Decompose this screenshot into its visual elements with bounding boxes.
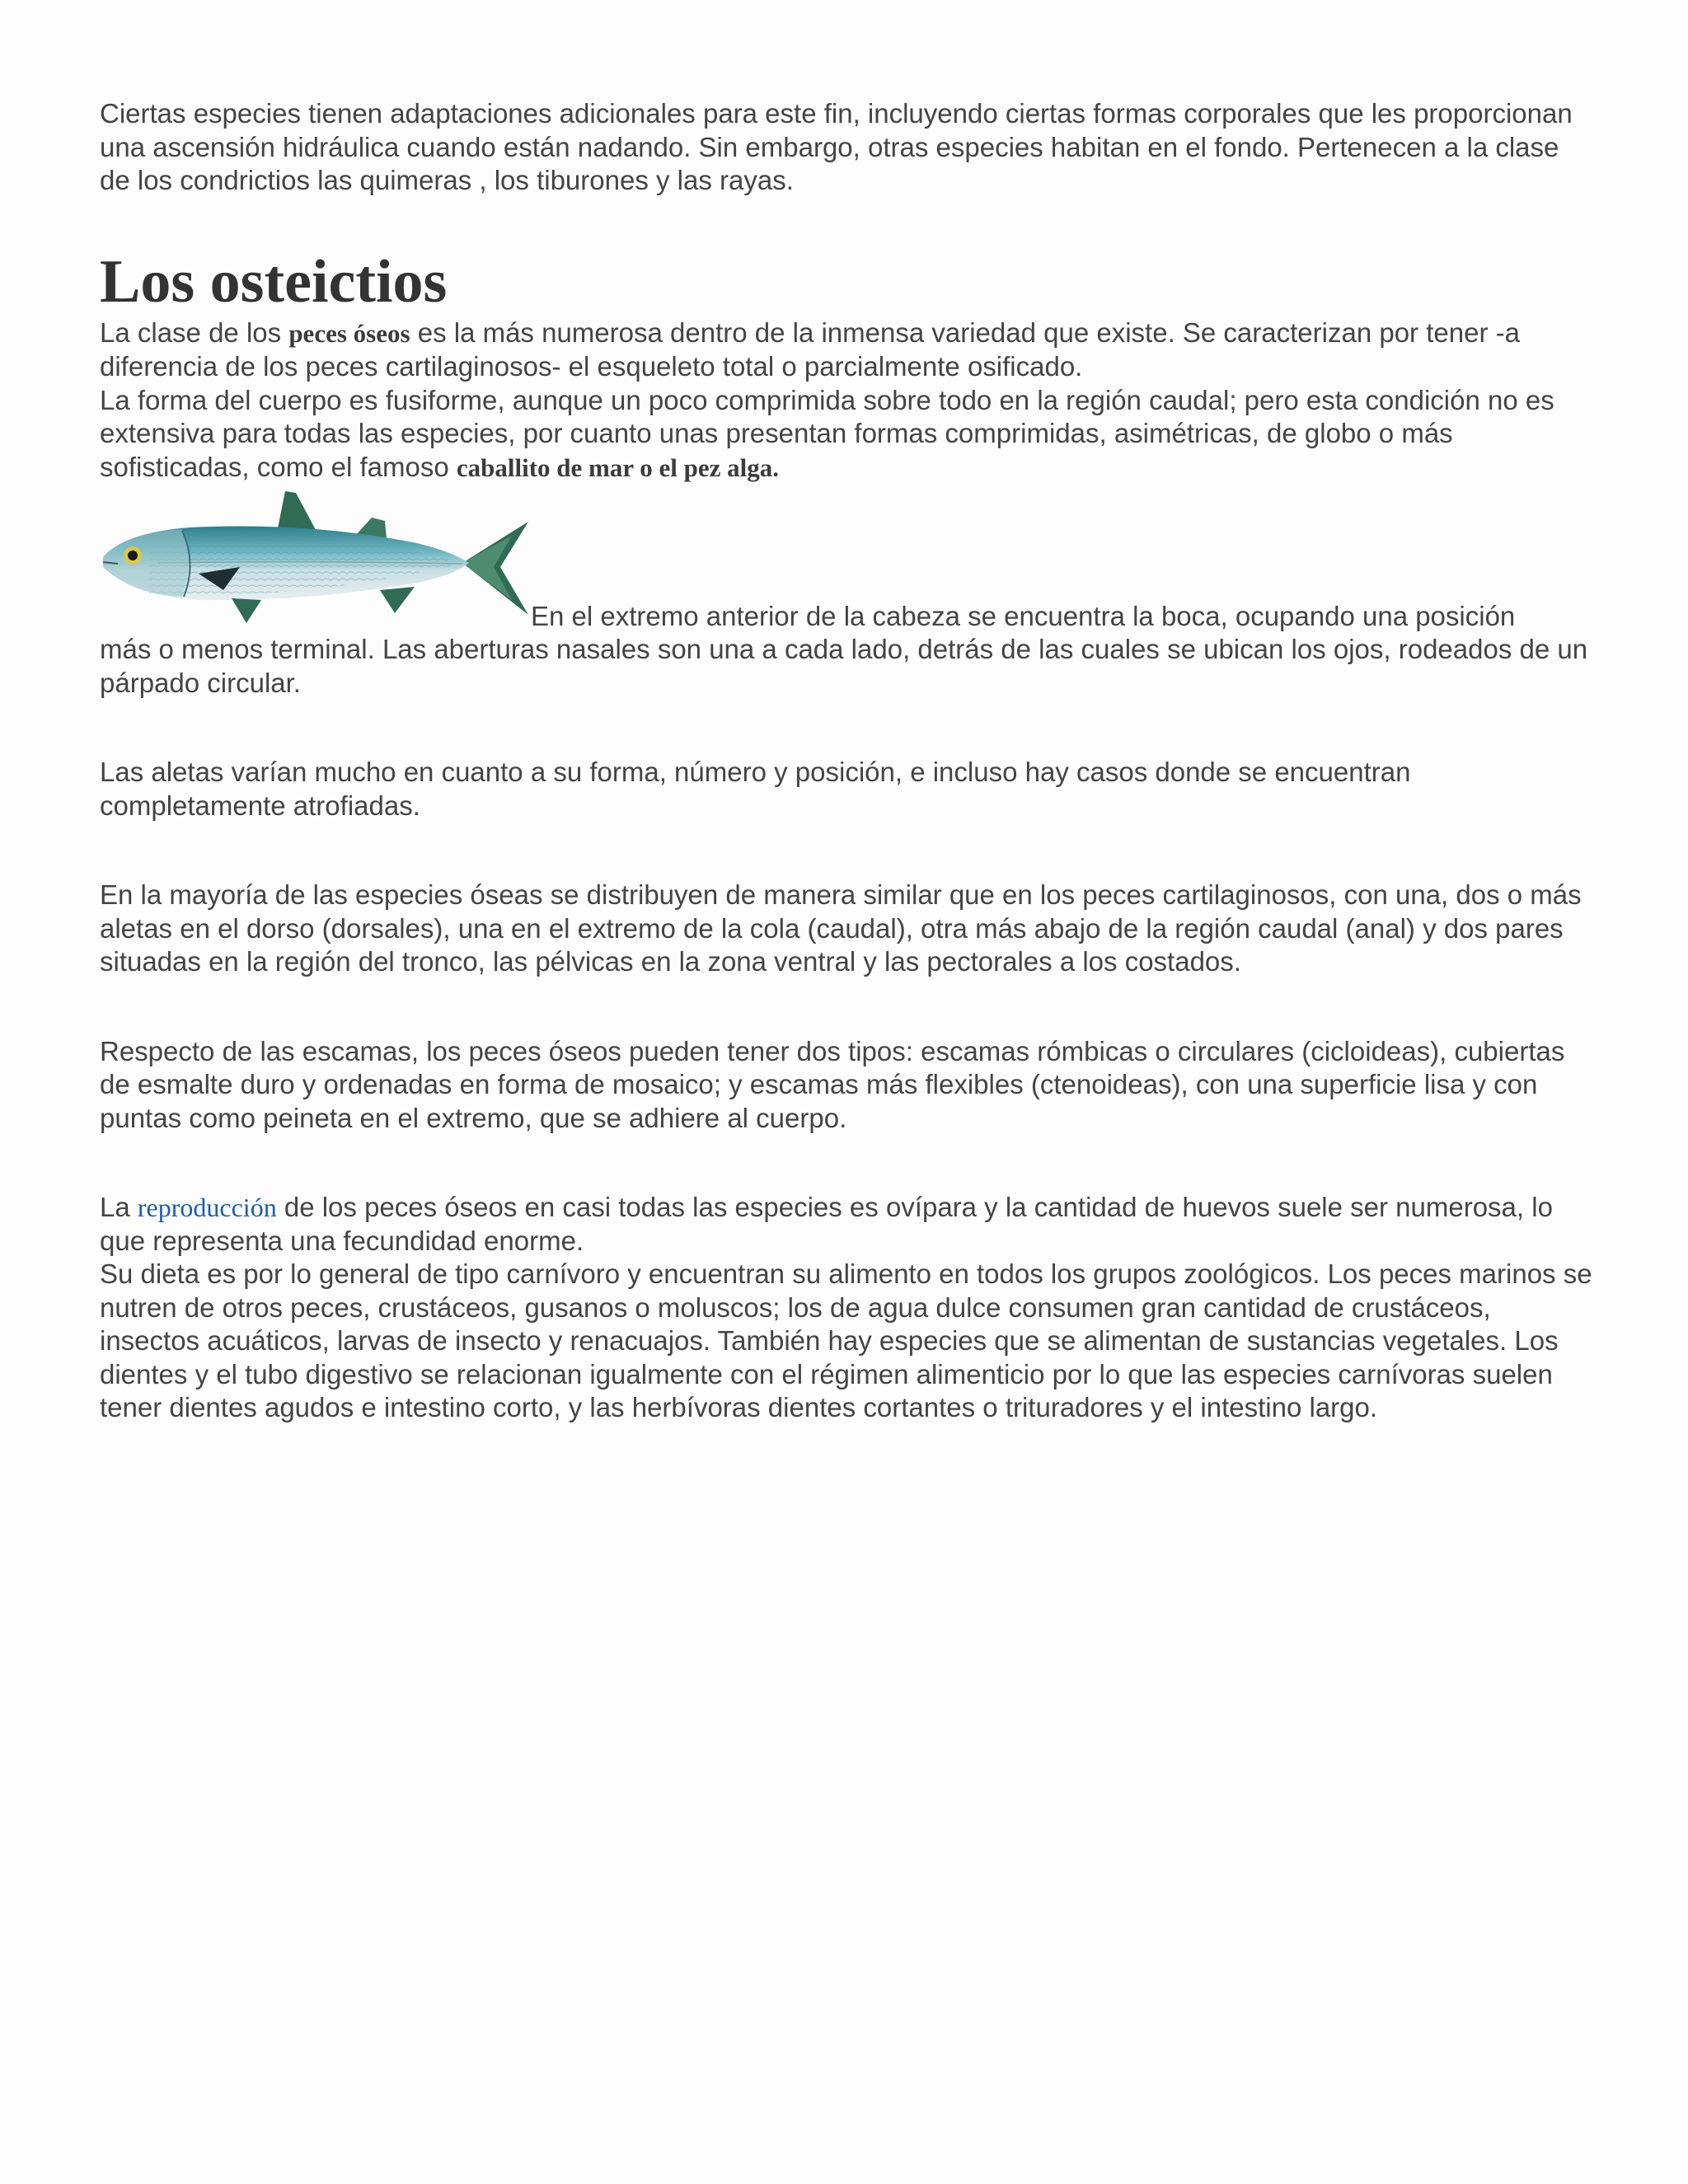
fish-illustration [100,485,530,633]
paragraph-especies-oseas: En la mayoría de las especies óseas se distribuyen de manera similar que en los peces cartilaginosos, con una, dos o más aletas en el dorso (dorsales), una en el extremo de la cola (caudal), otra más abajo de la región caudal (anal) y dos pares situadas en la región del tronco, las pélvicas en la zona ventral y las pectorales a los costados. [100,879,1582,977]
text-run: de los peces óseos en casi todas las especies es ovípara y la cantidad de huevos suele ser numerosa, lo que representa una fecundidad enorme. [100,1192,1553,1256]
document-page [100,97,1593,1425]
text-run: es la más numerosa dentro de la inmensa variedad que existe. Se caracterizan por tener -a diferencia de los peces cartilaginosos- el esqueleto total o parcialmente osificado. [100,316,1520,382]
section-title: Los osteictios [100,247,448,316]
bold-term-caballito: caballito de mar o el pez alga. [456,452,780,482]
intro-paragraph: Ciertas especies tienen adaptaciones adicionales para este fin, incluyendo ciertas formas corporales que les proporcionan una ascensión hidráulica cuando están nadando. Sin embargo, otras especies habitan en el fondo. Pertenecen a la clase de los condrictios las quimeras , los tiburones y las rayas. [100,98,1573,195]
paragraph-boca-start: En el extremo anterior de la cabeza se encuentra la boca, ocupando una posición [531,600,1516,631]
text-run: La clase de los [100,316,289,348]
paragraph-aletas: Las aletas varían mucho en cuanto a su forma, número y posición, e incluso hay casos donde se encuentran completamente atrofiadas. [100,757,1411,821]
paragraph-dieta: Su dieta es por lo general de tipo carnívoro y encuentran su alimento en todos los grupos zoológicos. Los peces marinos se nutren de otros peces, crustáceos, gusanos o moluscos; los de agua dulce consumen gran cantidad de crustáceos, insectos acuáticos, larvas de insecto y renacuajos. También hay especies que se alimentan de sustancias vegetales. Los dientes y el tubo digestivo se relacionan igualmente con el régimen alimenticio por lo que las especies carnívoras suelen tener dientes agudos e intestino corto, y las herbívoras dientes cortantes o trituradores y el intestino largo. [100,1258,1592,1422]
text-run: La [100,1192,138,1222]
paragraph-escamas: Respecto de las escamas, los peces óseos pueden tener dos tipos: escamas rómbicas o circulares (cicloideas), cubiertas de esmalte duro y ordenadas en forma de mosaico; y escamas más flexibles (ctenoideas), con una superficie lisa y con puntas como peineta en el extremo, que se adhiere al cuerpo. [100,1035,1565,1133]
paragraph-boca-cont: más o menos terminal. Las aberturas nasales son una a cada lado, detrás de las cuales se ubican los ojos, rodeados de un párpado circular. [100,634,1588,698]
link-reproduccion[interactable]: reproducción [137,1193,277,1222]
fish-figure-row [100,485,1593,633]
paragraph-reproduccion [100,1191,1593,1258]
paragraph-forma [100,384,1593,485]
text-run: La forma del cuerpo es fusiforme, aunque un poco comprimida sobre todo en la región caudal; pero esta condición no es extensiva para todas las especies, por cuanto unas presentan formas comprimidas, asimétricas, de globo o más sofisticadas, como el famoso [100,384,1554,482]
paragraph-clase [100,316,1593,384]
bold-term-peces-oseos: peces óseos [288,318,410,348]
